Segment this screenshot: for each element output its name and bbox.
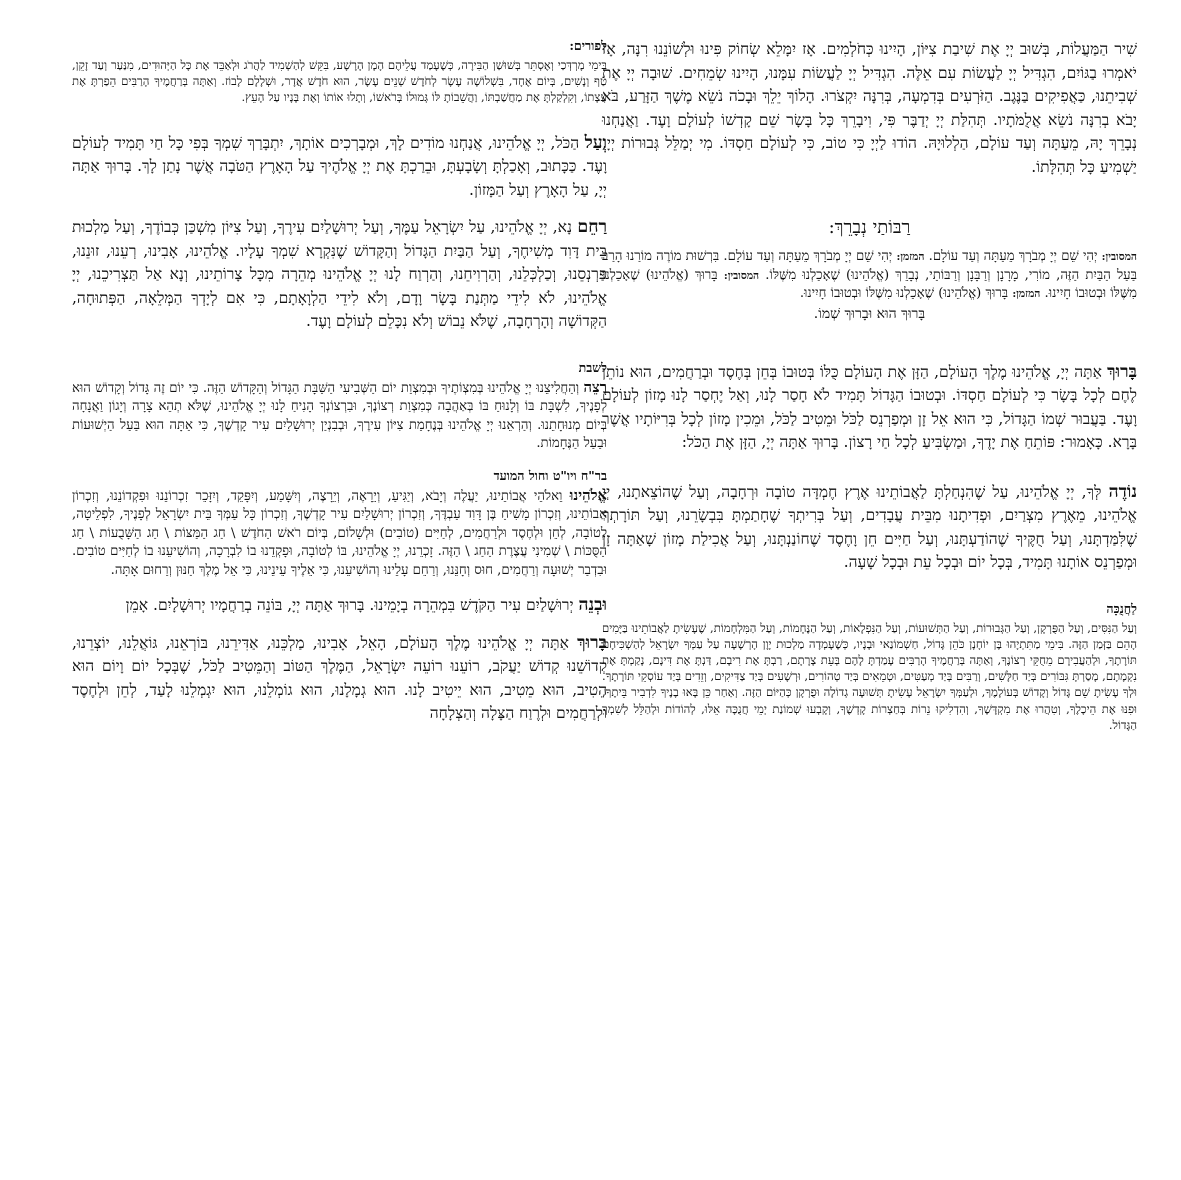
purim-title: לפורים: <box>569 38 607 53</box>
zimun-line-2: יְהִי שֵׁם יְיָ מְבֹרָךְ מֵעַתָּה וְעַד עוֹלָם. בִּרְשׁוּת מוֹרֶה מוֹרַנוּ הָרַב בַּעַל הַבַּיִת הַזֶּה, מוֹרִי, מָרָנָן וְרַבָּנָן וְרַבּוֹתַי, נְבָרֵךְ (אֱלֹהֵינוּ) שֶׁאָכַלְנוּ מִשֶּׁלּוֹ. <box>602 249 1137 283</box>
left-column <box>72 38 607 726</box>
shir-hamaalot: שִׁיר הַמַּעֲלוֹת, בְּשׁוּב יְיָ אֶת שִׁיבַת צִיּוֹן, הָיִינוּ כְּחֹלְמִים. אָז יִמָּלֵא שְׂחוֹק פִּינוּ וּלְשׁוֹנֵנוּ רִנָּה, אָז יֹאמְרוּ בַגּוֹיִם, הִגְדִּיל יְיָ לַעֲשׂוֹת עִם אֵלֶּה. הִגְדִּיל יְיָ לַעֲשׂוֹת עִמָּנוּ, הָיִינוּ שְׂמֵחִים. שׁוּבָה יְיָ אֶת שְׁבִיתֵנוּ, כַּאֲפִיקִים בַּנֶּגֶב. הַזֹּרְעִים בְּדִמְעָה, בְּרִנָּה יִקְצֹרוּ. הָלוֹךְ יֵלֵךְ וּבָכֹה נֹשֵׂא מֶשֶׁךְ הַזָּרַע, בֹּא יָבֹא בְרִנָּה נֹשֵׂא אֲלֻמֹּתָיו. תְּהִלַּת יְיָ יְדַבֶּר פִּי, וִיבָרֵךְ כָּל בָּשָׂר שֵׁם קָדְשׁוֹ לְעוֹלָם וָעֶד. וַאֲנַחְנוּ נְבָרֵךְ יָהּ, מֵעַתָּה וְעַד עוֹלָם, הַלְלוּיָהּ. הוֹדוּ לַיְיָ כִּי טוֹב, כִּי לְעוֹלָם חַסְדּוֹ. מִי יְמַלֵּל גְּבוּרוֹת יְיָ, יַשְׁמִיעַ כָּל תְּהִלָּתוֹ. <box>602 40 1137 176</box>
zimun-line-3: בָּרוּךְ (אֱלֹהֵינוּ) שֶׁאָכַלְנוּ מִשֶּׁלּוֹ וּבְטוּבוֹ חָיִינוּ. <box>602 267 1137 301</box>
yaaleh-text: וֵאלֹהֵי אֲבוֹתֵינוּ, יַעֲלֶה וְיָבֹא, וְיַגִּיעַ, וְיֵרָאֶה, וְיֵרָצֶה, וְיִשָּׁמַע, וְיִפָּקֵד, וְיִזָּכֵר זִכְרוֹנֵנוּ וּפִקְדוֹנֵנוּ, וְזִכְרוֹן אֲבוֹתֵינוּ, וְזִכְרוֹן מָשִׁיחַ בֶּן דָּוִד עַבְדֶּךָ, וְזִכְרוֹן יְרוּשָׁלַיִם עִיר קָדְשֶׁךָ, וְזִכְרוֹן כָּל עַמְּךָ בֵּית יִשְׂרָאֵל לְפָנֶיךָ, לִפְלֵיטָה, לְטוֹבָה, לְחֵן וּלְחֶסֶד וּלְרַחֲמִים, לְחַיִּים (טוֹבִים) וּלְשָׁלוֹם, בְּיוֹם רֹאשׁ הַחֹדֶשׁ \ חַג הַמַּצּוֹת \ חַג הַשָּׁבֻעוֹת \ חַג הַסֻּכּוֹת \ שְׁמִינִי עֲצֶרֶת הַחַג \ הַזֶּה. זָכְרֵנוּ, יְיָ אֱלֹהֵינוּ, בּוֹ לְטוֹבָה, וּפָקְדֵנוּ בוֹ לִבְרָכָה, וְהוֹשִׁיעֵנוּ בוֹ לְחַיִּים טוֹבִים. וּבִדְבַר יְשׁוּעָה וְרַחֲמִים, חוּס וְחָנֵּנוּ, וְרַחֵם עָלֵינוּ וְהוֹשִׁיעֵנוּ, כִּי אֵלֶיךָ עֵינֵינוּ, כִּי אֵל מֶלֶךְ חַנּוּן וְרַחוּם אָתָּה. <box>72 488 607 578</box>
rachem-lead: רַחֵם <box>577 217 607 238</box>
yaaleh-lead: אֱלֹהֵינוּ <box>569 486 607 504</box>
siddur-page <box>0 38 1181 1158</box>
retzeh-text: וְהַחֲלִיצֵנוּ יְיָ אֱלֹהֵינוּ בְּמִצְוֹתֶיךָ וּבְמִצְוַת יוֹם הַשְּׁבִיעִי הַשַּׁבָּת הַגָּדוֹל וְהַקָּדוֹשׁ הַזֶּה. כִּי יוֹם זֶה גָּדוֹל וְקָדוֹשׁ הוּא לְפָנֶיךָ, לִשְׁבָּת בּוֹ וְלָנוּחַ בּוֹ בְּאַהֲבָה כְּמִצְוַת רְצוֹנֶךָ, וּבִרְצוֹנְךָ הָנִיחַ לָנוּ יְיָ אֱלֹהֵינוּ, שֶׁלֹּא תְהֵא צָרָה וְיָגוֹן וַאֲנָחָה בְּיוֹם מְנוּחָתֵנוּ. וְהַרְאֵנוּ יְיָ אֱלֹהֵינוּ בְּנֶחָמַת צִיּוֹן עִירֶךָ, וּבְבִנְיַן יְרוּשָׁלַיִם עִיר קָדְשֶׁךָ, כִּי אַתָּה הוּא בַּעַל הַיְשׁוּעוֹת וּבַעַל הַנֶּחָמוֹת. <box>72 380 607 452</box>
right-column <box>602 38 1137 733</box>
rachem-paragraph <box>72 216 607 334</box>
al-hanisim-chanukah: וְעַל הַנִּסִּים, וְעַל הַפֻּרְקָן, וְעַל הַגְּבוּרוֹת, וְעַל הַתְּשׁוּעוֹת, וְעַל הַנִּפְלָאוֹת, וְעַל הַנֶּחָמוֹת, וְעַל הַמִּלְחָמוֹת, שֶׁעָשִׂיתָ לַאֲבוֹתֵינוּ בַּיָּמִים הָהֵם בַּזְּמַן הַזֶּה. בִּימֵי מַתִּתְיָהוּ בֶּן יוֹחָנָן כֹּהֵן גָּדוֹל, חַשְׁמוֹנַאי וּבָנָיו, כְּשֶׁעָמְדָה מַלְכוּת יָוָן הָרְשָׁעָה עַל עַמְּךָ יִשְׂרָאֵל לְהַשְׁכִּיחָם תּוֹרָתֶךָ, וּלְהַעֲבִירָם מֵחֻקֵּי רְצוֹנֶךָ, וְאַתָּה בְּרַחֲמֶיךָ הָרַבִּים עָמַדְתָּ לָהֶם בְּעֵת צָרָתָם, רַבְתָּ אֶת רִיבָם, דַּנְתָּ אֶת דִּינָם, נָקַמְתָּ אֶת נִקְמָתָם, מָסַרְתָּ גִּבּוֹרִים בְּיַד חַלָּשִׁים, וְרַבִּים בְּיַד מְעַטִּים, וּטְמֵאִים בְּיַד טְהוֹרִים, וּרְשָׁעִים בְּיַד צַדִּיקִים, וְזֵדִים בְּיַד עוֹסְקֵי תּוֹרָתֶךָ. וּלְךָ עָשִׂיתָ שֵׁם גָּדוֹל וְקָדוֹשׁ בְּעוֹלָמֶךָ, וּלְעַמְּךָ יִשְׂרָאֵל עָשִׂיתָ תְּשׁוּעָה גְדוֹלָה וּפֻרְקָן כְּהַיּוֹם הַזֶּה. וְאַחַר כֵּן בָּאוּ בָנֶיךָ לִדְבִיר בֵּיתֶךָ, וּפִנּוּ אֶת הֵיכָלֶךָ, וְטִהֲרוּ אֶת מִקְדָּשֶׁךָ, וְהִדְלִיקוּ נֵרוֹת בְּחַצְרוֹת קָדְשֶׁךָ, וְקָבְעוּ שְׁמוֹנַת יְמֵי חֲנֻכָּה אֵלּוּ, לְהוֹדוֹת וּלְהַלֵּל לְשִׁמְךָ הַגָּדוֹל. <box>602 620 1137 732</box>
hazan-lead: בָּרוּךְ <box>1107 361 1137 382</box>
role-mezamen: המזמן: <box>896 251 925 263</box>
nodeh-paragraph <box>602 481 1137 575</box>
role-mesubin: המסובין: <box>1101 251 1137 263</box>
nodeh-text: לְּךָ, יְיָ אֱלֹהֵינוּ, עַל שֶׁהִנְחַלְתָּ לַאֲבוֹתֵינוּ אֶרֶץ חֶמְדָּה טוֹבָה וּרְחָבָה, וְעַל שֶׁהוֹצֵאתָנוּ, יְיָ אֱלֹהֵינוּ, מֵאֶרֶץ מִצְרַיִם, וּפְדִיתָנוּ מִבֵּית עֲבָדִים, וְעַל בְּרִיתְךָ שֶׁחָתַמְתָּ בִּבְשָׂרֵנוּ, וְעַל תּוֹרָתְךָ שֶׁלִּמַּדְתָּנוּ, וְעַל חֻקֶּיךָ שֶׁהוֹדַעְתָּנוּ, וְעַל חַיִּים חֵן וָחֶסֶד שֶׁחוֹנַנְתָּנוּ, וְעַל אֲכִילַת מָזוֹן שָׁאַתָּה זָן וּמְפַרְנֵס אוֹתָנוּ תָּמִיד, בְּכָל יוֹם וּבְכָל עֵת וּבְכָל שָׁעָה. <box>602 482 1137 571</box>
rachem-text: נָא, יְיָ אֱלֹהֵינוּ, עַל יִשְׂרָאֵל עַמֶּךָ, וְעַל יְרוּשָׁלַיִם עִירֶךָ, וְעַל צִיּוֹן מִשְׁכַּן כְּבוֹדֶךָ, וְעַל מַלְכוּת בֵּית דָּוִד מְשִׁיחֶךָ, וְעַל הַבַּיִת הַגָּדוֹל וְהַקָּדוֹשׁ שֶׁנִּקְרָא שִׁמְךָ עָלָיו. אֱלֹהֵינוּ, אָבִינוּ, רְעֵנוּ, זוּנֵנוּ, פַּרְנְסֵנוּ, וְכַלְכְּלֵנוּ, וְהַרְוִיחֵנוּ, וְהַרְוַח לָנוּ יְיָ אֱלֹהֵינוּ מְהֵרָה מִכָּל צָרוֹתֵינוּ, וְנָא אַל תַּצְרִיכֵנוּ, יְיָ אֱלֹהֵינוּ, לֹא לִידֵי מַתְּנַת בָּשָׂר וָדָם, וְלֹא לִידֵי הַלְוָאָתָם, כִּי אִם לְיָדְךָ הַמְּלֵאָה, הַפְּתוּחָה, הַקְּדוֹשָׁה וְהָרְחָבָה, שֶׁלֹּא נֵבוֹשׁ וְלֹא נִכָּלֵם לְעוֹלָם וָעֶד. <box>72 218 607 331</box>
hazan-paragraph <box>602 361 1137 455</box>
zimun-line-1: יְהִי שֵׁם יְיָ מְבֹרָךְ מֵעַתָּה וְעַד עוֹלָם. <box>928 249 1098 264</box>
nodeh-lead: נוֹדֶה <box>1108 481 1137 502</box>
uvneh-lead: וּבְנֵה <box>578 595 607 616</box>
vaal-lead: וְעַל <box>584 132 607 153</box>
zimun-line-4: בָּרוּךְ (אֱלֹהֵינוּ) שֶׁאָכַלְנוּ מִשֶּׁלּוֹ וּבְטוּבוֹ חָיִינוּ. <box>799 286 1009 301</box>
baruch-hu: בָּרוּךְ הוּא וּבָרוּךְ שְׁמוֹ. <box>813 305 926 322</box>
al-hanisim-purim: בִּימֵי מָרְדְּכַי וְאֶסְתֵּר בְּשׁוּשַׁן הַבִּירָה, כְּשֶׁעָמַד עֲלֵיהֶם הָמָן הָרָשָׁע, בִּקֵּשׁ לְהַשְׁמִיד לַהֲרֹג וּלְאַבֵּד אֶת כָּל הַיְּהוּדִים, מִנַּעַר וְעַד זָקֵן, טַף וְנָשִׁים, בְּיוֹם אֶחָד, בִּשְׁלוֹשָׁה עָשָׂר לְחֹדֶשׁ שְׁנֵים עָשָׂר, הוּא חֹדֶשׁ אֲדָר, וּשְׁלָלָם לָבוֹז. וְאַתָּה בְּרַחֲמֶיךָ הָרַבִּים הֵפַרְתָּ אֶת עֲצָתוֹ, וְקִלְקַלְתָּ אֶת מַחֲשַׁבְתּוֹ, וַהֲשֵׁבוֹתָ לּוֹ גְּמוּלוֹ בְּרֹאשׁוֹ, וְתָלוּ אוֹתוֹ וְאֶת בָּנָיו עַל הָעֵץ. <box>72 58 607 105</box>
rosh-chodesh-title: בר"ח ויו"ט וחול המועד <box>493 467 607 483</box>
uvneh-text: יְרוּשָׁלַיִם עִיר הַקֹּדֶשׁ בִּמְהֵרָה בְיָמֵינוּ. בָּרוּךְ אַתָּה יְיָ, בּוֹנֵה בְרַחֲמָיו יְרוּשָׁלָיִם. אָמֵן <box>125 596 579 615</box>
hazan-text: אַתָּה יְיָ, אֱלֹהֵינוּ מֶלֶךְ הָעוֹלָם, הַזָּן אֶת הָעוֹלָם כֻּלּוֹ בְּטוּבוֹ בְּחֵן בְּחֶסֶד וּבְרַחֲמִים, הוּא נוֹתֵן לֶחֶם לְכָל בָּשָׂר כִּי לְעוֹלָם חַסְדּוֹ. וּבְטוּבוֹ הַגָּדוֹל תָּמִיד לֹא חָסַר לָנוּ, וְאַל יֶחְסַר לָנוּ מָזוֹן לְעוֹלָם וָעֶד. בַּעֲבוּר שְׁמוֹ הַגָּדוֹל, כִּי הוּא אֵל זָן וּמְפַרְנֵס לַכֹּל וּמֵטִיב לַכֹּל, וּמֵכִין מָזוֹן לְכָל בְּרִיּוֹתָיו אֲשֶׁר בָּרָא. כָּאָמוּר: פּוֹתֵחַ אֶת יָדֶךָ, וּמַשְׂבִּיעַ לְכָל חַי רָצוֹן. בָּרוּךְ אַתָּה יְיָ, הַזָּן אֶת הַכֹּל: <box>602 362 1137 451</box>
hatov-vehameitiv-paragraph <box>72 632 607 726</box>
vaal-text: הַכֹּל, יְיָ אֱלֹהֵינוּ, אֲנַחְנוּ מוֹדִים לָךְ, וּמְבָרְכִים אוֹתָךְ, יִתְבָּרַךְ שִׁמְךָ בְּפִי כָּל חַי תָּמִיד לְעוֹלָם וָעֶד. כַּכָּתוּב, וְאָכַלְתָּ וְשָׂבָעְתָּ, וּבֵרַכְתָּ אֶת יְיָ אֱלֹהֶיךָ עַל הָאָרֶץ הַטֹּבָה אֲשֶׁר נָתַן לָךְ. בָּרוּךְ אַתָּה יְיָ, עַל הָאָרֶץ וְעַל הַמָּזוֹן. <box>72 133 607 199</box>
retzeh-paragraph <box>72 379 607 454</box>
role-mezamen-2: המזמן: <box>1012 288 1041 300</box>
vaal-hakol-paragraph <box>72 132 607 203</box>
zimun-block <box>602 248 1137 304</box>
shabbat-title: לשבת <box>578 359 607 375</box>
baruch-text: אַתָּה יְיָ אֱלֹהֵינוּ מֶלֶךְ הָעוֹלָם, הָאֵל, אָבִינוּ, מַלְכֵּנוּ, אַדִּירֵנוּ, בּוֹרְאֵנוּ, גּוֹאֲלֵנוּ, יוֹצְרֵנוּ, קְדוֹשֵׁנוּ קְדוֹשׁ יַעֲקֹב, רוֹעֵנוּ רוֹעֵה יִשְׂרָאֵל, הַמֶּלֶךְ הַטּוֹב וְהַמֵּטִיב לַכֹּל, שֶׁבְּכָל יוֹם וָיוֹם הוּא הֵטִיב, הוּא מֵטִיב, הוּא יֵיטִיב לָנוּ. הוּא גְמָלָנוּ, הוּא גוֹמְלֵנוּ, הוּא יִגְמְלֵנוּ לָעַד, לְחֵן וּלְחֶסֶד וּלְרַחֲמִים וּלְרֶוַח הַצָּלָה וְהַצְלָחָה <box>72 633 607 723</box>
baruch-lead: בָּרוּךְ <box>577 632 607 653</box>
chanukah-title: לַחֲנֻכָּה <box>1106 600 1137 616</box>
uvneh-paragraph <box>72 594 607 618</box>
role-mesubin-2: המסובין: <box>723 269 760 282</box>
zimun-title: רַבּוֹתַי נְבָרֵךְ: <box>828 217 911 238</box>
yaaleh-veyavo-paragraph <box>72 487 607 581</box>
retzeh-lead: רְצֵה <box>583 378 607 396</box>
